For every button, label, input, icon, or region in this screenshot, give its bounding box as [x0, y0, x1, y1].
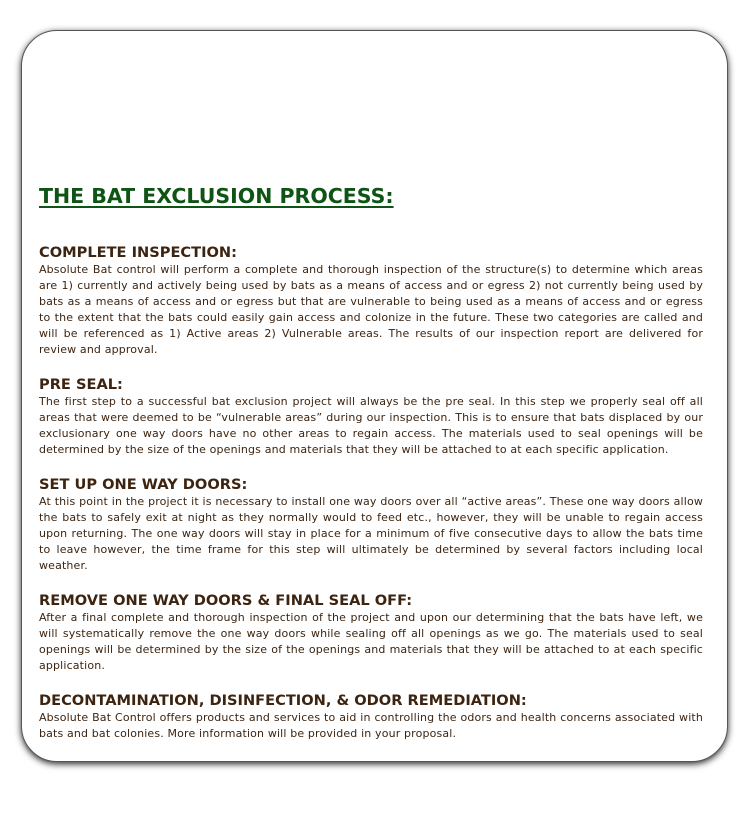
section-body: Absolute Bat control will perform a complete and thorough inspection of the structure(s) to determine which areas are 1) currently and actively being used by bats as a means of access and or egress 2) not currently being used by bats as a means of access and or egress but that are vulnerable to being used as a means of access and or egress to the extent that the bats could easily gain access and colonize in the future. These two categories are called and will be referenced as 1) Active areas 2) Vulnerable areas. The results of our inspection report are delivered for review and approval. [39, 263, 703, 356]
section-body: The first step to a successful bat exclusion project will always be the pre seal. In this step we properly seal off all areas that were deemed to be “vulnerable areas” during our inspection. This is to ensure that bats displaced by our exclusionary one way doors have no other areas to regain access. The materials used to seal openings will be determined by the size of the openings and materials that they will be attached to at each specific application. [39, 395, 703, 456]
section-heading: SET UP ONE WAY DOORS: [39, 476, 248, 493]
section-remove-doors-final-seal [39, 592, 703, 674]
section-body: At this point in the project it is necessary to install one way doors over all “active areas”. These one way doors allow the bats to safely exit at night as they normally would to feed etc., however, they will be unable to regain access upon returning. The one way doors will stay in place for a minimum of five consecutive days to allow the bats time to leave however, the time frame for this step will ultimately be determined by several factors including local weather. [39, 495, 703, 572]
section-heading: PRE SEAL: [39, 376, 123, 393]
section-heading: COMPLETE INSPECTION: [39, 244, 237, 261]
section-decontamination [39, 692, 703, 742]
section-complete-inspection [39, 244, 703, 358]
main-content [39, 183, 703, 742]
page-title: THE BAT EXCLUSION PROCESS: [39, 184, 394, 208]
section-body: Absolute Bat Control offers products and services to aid in controlling the odors and health concerns associated with bats and bat colonies. More information will be provided in your proposal. [39, 711, 703, 740]
section-body: After a final complete and thorough inspection of the project and upon our determining that the bats have left, we will systematically remove the one way doors while sealing off all openings as we go. The materials used to seal openings will be determined by the size of the openings and materials that they will be attached to at each specific application. [39, 611, 703, 672]
section-set-up-one-way-doors [39, 476, 703, 574]
section-heading: DECONTAMINATION, DISINFECTION, & ODOR REMEDIATION: [39, 692, 527, 709]
section-pre-seal [39, 376, 703, 458]
content-card [21, 30, 728, 762]
section-heading: REMOVE ONE WAY DOORS & FINAL SEAL OFF: [39, 592, 413, 609]
